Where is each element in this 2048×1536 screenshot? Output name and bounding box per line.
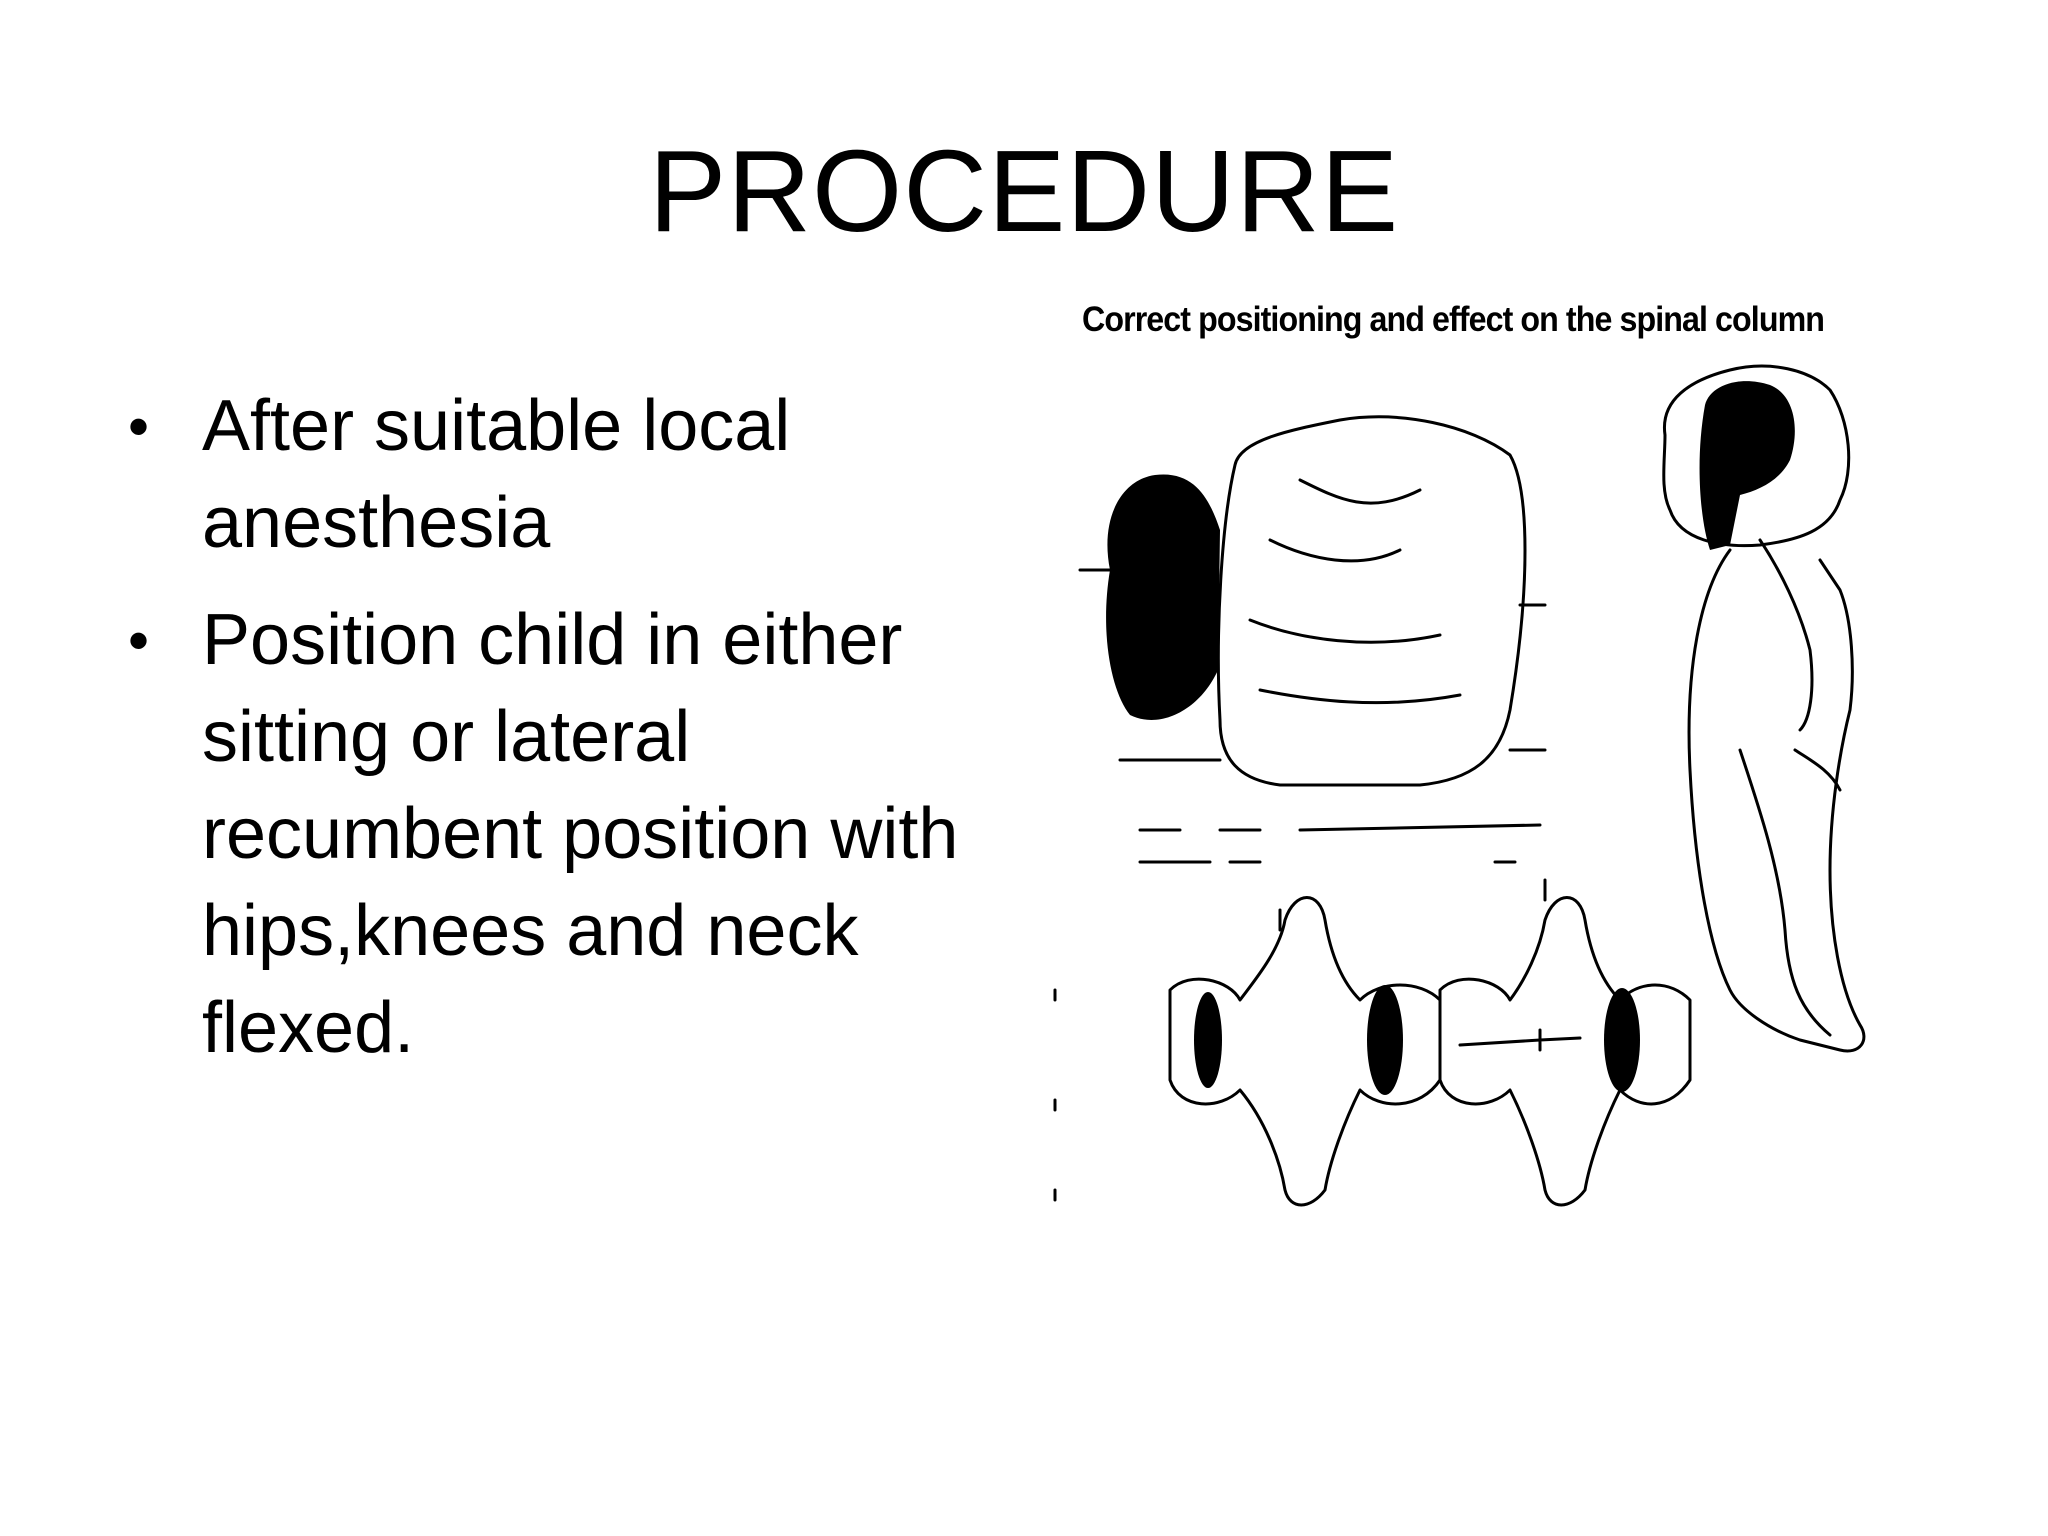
vertebra-outline [1440,898,1690,1206]
floor-line [1140,825,1540,830]
bullet-text: Position child in either sitting or lateral recumbent position with hips,knees and neck flexed. [202,600,959,1068]
bullet-icon: • [128,393,150,460]
figure-drawing [1040,290,1900,1370]
disc-shape [1604,988,1640,1092]
bullet-item [122,378,982,572]
needle-shape [1460,1030,1580,1050]
hair-shape [1106,474,1220,720]
positioning-figure [1040,290,1900,1370]
sitting-position-illustration [1080,417,1545,862]
leg-outline [1740,750,1830,1035]
disc-shape [1194,992,1222,1088]
torso-fold [1270,540,1400,561]
bullet-text: After suitable local anesthesia [202,386,791,563]
knee-outline [1795,750,1840,790]
hair-shape [1700,381,1795,550]
spinal-column-illustration [1055,880,1690,1205]
torso-outline [1218,417,1525,785]
lateral-recumbent-position-illustration [1664,366,1864,1051]
slide-title: PROCEDURE [648,126,1400,256]
bullet-icon: • [128,607,150,674]
torso-fold [1260,690,1460,703]
bullet-list [122,378,982,1097]
disc-shape [1367,985,1403,1095]
bullet-item [122,592,982,1077]
torso-fold [1250,620,1440,642]
body-outline [1689,550,1864,1051]
figure-caption: Correct positioning and effect on the spinal column [1082,300,1825,339]
torso-fold [1300,480,1420,503]
arm-outline [1760,540,1812,730]
